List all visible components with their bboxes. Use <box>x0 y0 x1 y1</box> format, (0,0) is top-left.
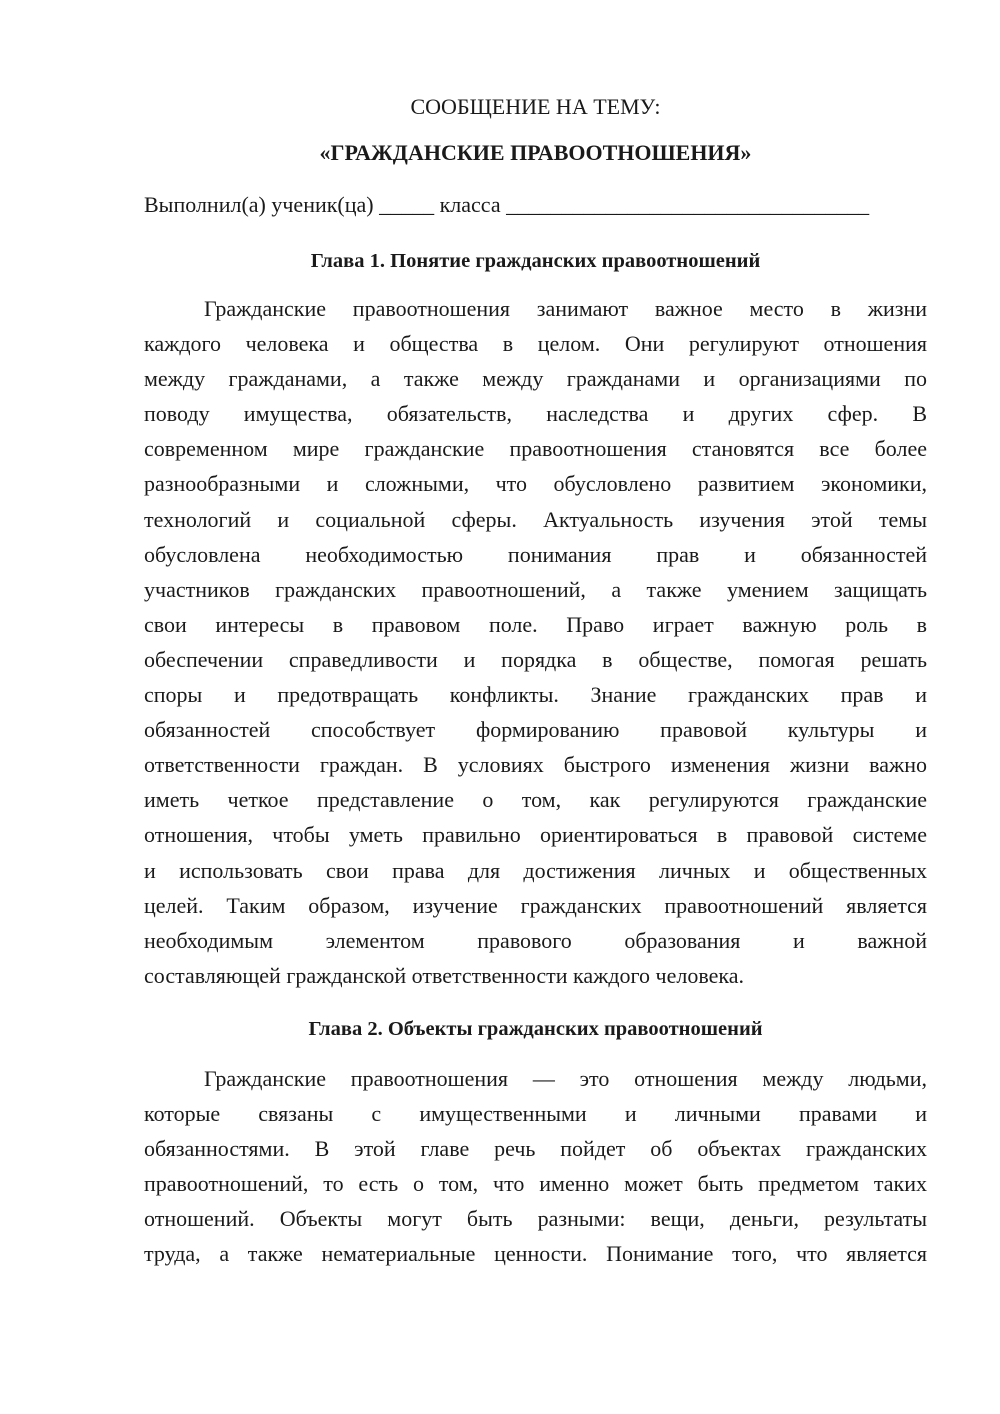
document-title-line2: «ГРАЖДАНСКИЕ ПРАВООТНОШЕНИЯ» <box>319 140 752 165</box>
document-page <box>144 92 927 1271</box>
paragraph-line: труда, а также нематериальные ценности. Понимание того, что является <box>144 1241 927 1267</box>
paragraph-line: Гражданские правоотношения занимают важное место в жизни <box>204 296 927 321</box>
paragraph-line: технологий и социальной сферы. Актуальность изучения этой темы <box>144 506 927 532</box>
chapter-1-heading: Глава 1. Понятие гражданских правоотношений <box>310 250 761 272</box>
paragraph-line: обеспечении справедливости и порядка в обществе, помогая решать <box>144 646 927 672</box>
paragraph-line: составляющей гражданской ответственности каждого человека. <box>144 962 744 988</box>
paragraph-line: между гражданами, а также между гражданами и организациями по <box>144 366 927 392</box>
paragraph-line: обусловлена необходимостью понимания прав и обязанностей <box>144 541 927 567</box>
paragraph-line: которые связаны с имущественными и личными правами и <box>144 1100 927 1126</box>
paragraph-line: участников гражданских правоотношений, а также умением защищать <box>144 576 927 602</box>
author-line: Выполнил(а) ученик(ца) _____ класса _________________________________ <box>144 192 870 217</box>
paragraph-line: необходимым элементом правового образования и важной <box>144 927 927 953</box>
paragraph-line: Гражданские правоотношения — это отношения между людьми, <box>204 1065 927 1091</box>
paragraph-line: иметь четкое представление о том, как регулируются гражданские <box>144 787 927 813</box>
paragraph-line: обязанностей способствует формированию правовой культуры и <box>144 717 927 743</box>
paragraph-line: правоотношений, то есть о том, что именно может быть предметом таких <box>144 1171 927 1197</box>
paragraph-line: обязанностями. В этой главе речь пойдет об объектах гражданских <box>144 1136 927 1162</box>
paragraph-line: современном мире гражданские правоотношения становятся все более <box>144 436 927 462</box>
paragraph-line: поводу имущества, обязательств, наследства и других сфер. В <box>144 401 927 427</box>
paragraph-line: ответственности граждан. В условиях быстрого изменения жизни важно <box>144 752 927 778</box>
document-title-line1: СООБЩЕНИЕ НА ТЕМУ: <box>410 94 661 119</box>
paragraph-line: свои интересы в правовом поле. Право играет важную роль в <box>144 611 927 637</box>
paragraph-line: каждого человека и общества в целом. Они регулируют отношения <box>144 331 927 357</box>
paragraph-line: отношений. Объекты могут быть разными: вещи, деньги, результаты <box>144 1206 927 1232</box>
paragraph-line: и использовать свои права для достижения личных и общественных <box>144 857 927 883</box>
chapter-2-heading: Глава 2. Объекты гражданских правоотношений <box>308 1017 763 1040</box>
paragraph-line: споры и предотвращать конфликты. Знание гражданских прав и <box>144 682 927 708</box>
paragraph-line: отношения, чтобы уметь правильно ориентироваться в правовой системе <box>144 822 927 848</box>
chapter-2-paragraph <box>144 1061 927 1272</box>
paragraph-line: целей. Таким образом, изучение гражданских правоотношений является <box>144 892 927 918</box>
paragraph-line: разнообразными и сложными, что обусловлено развитием экономики, <box>144 471 927 497</box>
chapter-1-paragraph <box>144 291 927 993</box>
